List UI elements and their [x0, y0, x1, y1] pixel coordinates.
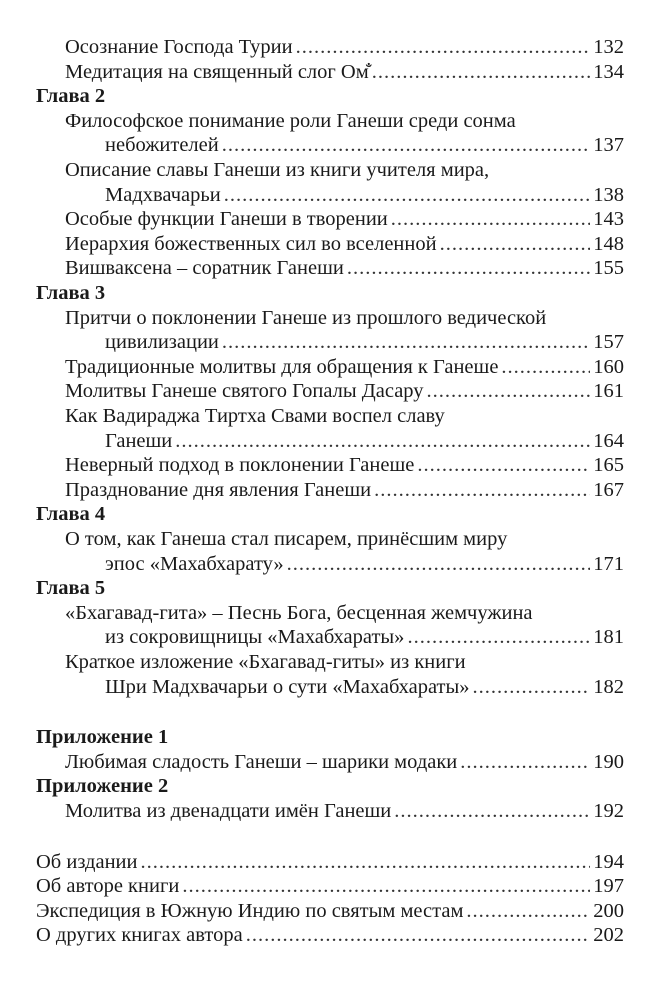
toc-page-number: 157: [593, 331, 624, 353]
toc-page-number: 194: [593, 851, 624, 873]
toc-entry: [36, 849, 624, 875]
toc-page-number: 155: [593, 257, 624, 279]
toc-page-number: 164: [593, 430, 624, 452]
toc-entry: [36, 873, 624, 899]
toc-entry: [65, 378, 624, 404]
toc-entry-title: цивилизации: [105, 331, 219, 353]
toc-page-number: 197: [593, 875, 624, 897]
section-heading-label: Приложение 1: [36, 726, 169, 748]
section-heading-label: Глава 3: [36, 282, 106, 304]
dot-leader: [394, 798, 590, 824]
toc-entry-title: Любимая сладость Ганеши – шарики модаки: [65, 751, 458, 773]
toc-entry-title: Медитация на священный слог Ом̐: [65, 61, 369, 83]
toc-entry-title: Экспедиция в Южную Индию по святым местам: [36, 900, 464, 922]
toc-entry-title: Краткое изложение «Бхагавад-гиты» из книги: [65, 651, 466, 673]
toc-page-number: 148: [593, 233, 624, 255]
toc-page-number: 202: [593, 924, 624, 946]
toc-entry: [105, 551, 624, 577]
toc-entry-title: Как Вадираджа Тиртха Свами воспел славу: [65, 405, 445, 427]
dot-leader: [374, 477, 590, 503]
dot-leader: [417, 452, 590, 478]
section-heading-label: Глава 5: [36, 577, 106, 599]
section-heading: [36, 724, 651, 750]
toc-entry-text-line: [65, 305, 624, 331]
toc-entry-title: Осознание Господа Турии: [65, 36, 293, 58]
toc-entry: [105, 674, 624, 700]
dot-leader: [427, 378, 591, 404]
dot-leader: [222, 132, 591, 158]
toc-entry: [65, 34, 624, 60]
dot-leader: [347, 255, 590, 281]
dot-leader: [460, 749, 590, 775]
toc-entry: [65, 206, 624, 232]
toc-entry-title: Об издании: [36, 851, 138, 873]
toc-entry: [36, 922, 624, 948]
toc-entry-title: эпос «Махабхарату»: [105, 553, 284, 575]
toc-entry-title: Мадхвачарьи: [105, 184, 221, 206]
toc-page-number: 132: [593, 36, 624, 58]
toc-entry: [105, 624, 624, 650]
toc-entry: [36, 898, 624, 924]
section-heading: [36, 575, 651, 601]
dot-leader: [466, 898, 590, 924]
dot-leader: [501, 354, 590, 380]
toc-entry: [65, 749, 624, 775]
toc-entry-text-line: [65, 157, 624, 183]
toc-entry-title: Вишваксена – соратник Ганеши: [65, 257, 344, 279]
toc-page-number: 200: [593, 900, 624, 922]
section-heading-label: Глава 4: [36, 503, 106, 525]
toc-page-number: 192: [593, 800, 624, 822]
dot-leader: [175, 428, 590, 454]
dot-leader: [407, 624, 590, 650]
toc-entry-title: Празднование дня явления Ганеши: [65, 479, 372, 501]
toc-entry-title: небожителей: [105, 134, 219, 156]
toc-page-number: 190: [593, 751, 624, 773]
toc-page-number: 137: [593, 134, 624, 156]
toc-entry: [105, 428, 624, 454]
section-heading: [36, 280, 651, 306]
toc-page-number: 171: [593, 553, 624, 575]
toc-entry: [105, 329, 624, 355]
toc-entry-title: О том, как Ганеша стал писарем, принёсшим миру: [65, 528, 508, 550]
section-heading: [36, 501, 651, 527]
toc-page-number: 161: [593, 380, 624, 402]
toc-entry-title: Молитвы Ганеше святого Гопалы Дасару: [65, 380, 424, 402]
dot-leader: [372, 59, 591, 85]
toc-entry-title: Об авторе книги: [36, 875, 180, 897]
toc-entry-title: Неверный подход в поклонении Ганеше: [65, 454, 415, 476]
toc-entry-title: Традиционные молитвы для обращения к Ганеше: [65, 356, 499, 378]
toc-entry: [65, 59, 624, 85]
section-heading-label: Глава 2: [36, 85, 106, 107]
dot-leader: [182, 873, 590, 899]
toc-entry-text-line: [65, 600, 624, 626]
dot-leader: [473, 674, 591, 700]
dot-leader: [141, 849, 591, 875]
dot-leader: [391, 206, 590, 232]
dot-leader: [440, 231, 591, 257]
dot-leader: [287, 551, 591, 577]
toc-page-number: 182: [593, 676, 624, 698]
dot-leader: [246, 922, 591, 948]
toc-entry-title: Иерархия божественных сил во вселенной: [65, 233, 437, 255]
section-heading: [36, 773, 651, 799]
toc-entry: [105, 182, 624, 208]
toc-entry: [105, 132, 624, 158]
toc-page-number: 143: [593, 208, 624, 230]
toc-entry: [65, 354, 624, 380]
dot-leader: [224, 182, 591, 208]
toc-page-number: 138: [593, 184, 624, 206]
toc-entry: [65, 452, 624, 478]
toc-entry-title: Философское понимание роли Ганеши среди сонма: [65, 110, 516, 132]
toc-entry: [65, 255, 624, 281]
toc-page-number: 134: [593, 61, 624, 83]
toc-entry: [65, 231, 624, 257]
section-heading-label: Приложение 2: [36, 775, 169, 797]
toc-page-number: 165: [593, 454, 624, 476]
toc-entry-text-line: [65, 108, 624, 134]
section-heading: [36, 83, 651, 109]
toc-page-number: 167: [593, 479, 624, 501]
toc-entry-title: «Бхагавад-гита» – Песнь Бога, бесценная жемчужина: [65, 602, 533, 624]
toc-entry-title: Ганеши: [105, 430, 173, 452]
toc-page-number: 160: [593, 356, 624, 378]
toc-entry-title: Шри Мадхвачарьи о сути «Махабхараты»: [105, 676, 470, 698]
toc-entry-title: из сокровищницы «Махабхараты»: [105, 626, 405, 648]
toc-entry-text-line: [65, 649, 624, 675]
toc-entry: [65, 477, 624, 503]
toc-entry-title: О других книгах автора: [36, 924, 243, 946]
toc-entry-title: Притчи о поклонении Ганеше из прошлого ведической: [65, 307, 547, 329]
toc-entry-title: Описание славы Ганеши из книги учителя мира,: [65, 159, 490, 181]
toc-entry-title: Особые функции Ганеши в творении: [65, 208, 388, 230]
toc-entry-title: Молитва из двенадцати имён Ганеши: [65, 800, 392, 822]
dot-leader: [296, 34, 591, 60]
toc-page-number: 181: [593, 626, 624, 648]
toc-entry: [65, 798, 624, 824]
dot-leader: [222, 329, 590, 355]
toc-entry-text-line: [65, 403, 624, 429]
toc-entry-text-line: [65, 526, 624, 552]
